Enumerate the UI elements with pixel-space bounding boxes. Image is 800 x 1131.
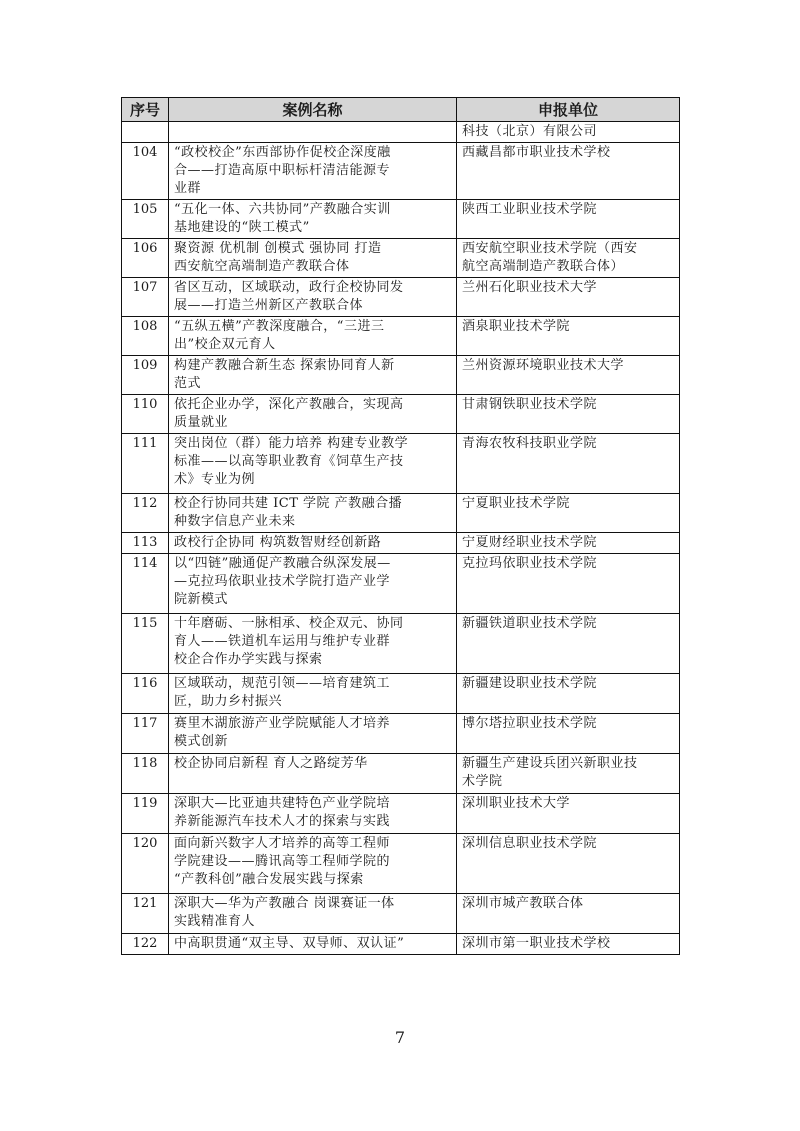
case-name-line: 聚资源 优机制 创模式 强协同 打造 — [174, 241, 382, 256]
row-case-name — [169, 200, 457, 239]
applicant-unit-line: 兰州资源环境职业技术大学 — [462, 358, 625, 373]
row-applicant-unit — [457, 934, 680, 955]
row-applicant-unit — [457, 239, 680, 278]
row-applicant-unit — [457, 395, 680, 434]
row-case-name — [169, 143, 457, 200]
row-serial-number: 120 — [122, 834, 169, 894]
row-applicant-unit — [457, 894, 680, 934]
table-row — [122, 674, 680, 714]
case-name-line: 业群 — [174, 181, 202, 196]
case-name-line: 以“四链”融通促产教融合纵深发展— — [174, 556, 391, 571]
row-applicant-unit — [457, 674, 680, 714]
page-number: 7 — [394, 1028, 406, 1047]
applicant-unit-line: 西藏昌都市职业技术学校 — [462, 145, 611, 160]
applicant-unit-line: 科技（北京）有限公司 — [462, 124, 598, 139]
row-applicant-unit — [457, 356, 680, 395]
table-row — [122, 794, 680, 834]
applicant-unit-line: 博尔塔拉职业技术学院 — [462, 716, 598, 731]
row-serial-number: 119 — [122, 794, 169, 834]
table-body — [122, 122, 680, 955]
applicant-unit-line: 航空高端制造产教联合体） — [462, 259, 625, 274]
table-row — [122, 278, 680, 317]
row-case-name — [169, 434, 457, 494]
applicant-unit-line: 酒泉职业技术学院 — [462, 319, 571, 334]
row-serial-number: 107 — [122, 278, 169, 317]
case-name-line: 依托企业办学，深化产教融合，实现高 — [174, 397, 404, 412]
case-name-line: 中高职贯通“双主导、双导师、双认证” — [174, 936, 405, 951]
row-serial-number: 114 — [122, 554, 169, 614]
case-name-line: 突出岗位（群）能力培养 构建专业教学 — [174, 436, 409, 451]
table-row — [122, 894, 680, 934]
case-name-line: “五化一体、六共协同”产教融合实训 — [174, 202, 391, 217]
case-name-line: 省区互动，区域联动，政行企校协同发 — [174, 280, 404, 295]
row-applicant-unit — [457, 554, 680, 614]
applicant-unit-line: 兰州石化职业技术大学 — [462, 280, 598, 295]
case-name-line: —克拉玛依职业技术学院打造产业学 — [174, 574, 391, 589]
header-serial-number: 序号 — [122, 98, 169, 122]
case-name-line: 校企合作办学实践与探索 — [174, 652, 323, 667]
case-name-line: 校企行协同共建 ICT 学院 产教融合播 — [174, 496, 403, 511]
case-name-line: 院新模式 — [174, 592, 229, 607]
case-name-line: 种数字信息产业未来 — [174, 514, 296, 529]
applicant-unit-line: 深圳信息职业技术学院 — [462, 836, 598, 851]
case-name-line: 深职大—比亚迪共建特色产业学院培 — [174, 796, 391, 811]
row-case-name — [169, 356, 457, 395]
row-serial-number: 105 — [122, 200, 169, 239]
table-row — [122, 834, 680, 894]
row-case-name — [169, 834, 457, 894]
case-name-line: 范式 — [174, 376, 202, 391]
applicant-unit-line: 新疆铁道职业技术学院 — [462, 616, 598, 631]
case-name-line: 匠，助力乡村振兴 — [174, 694, 283, 709]
row-applicant-unit — [457, 834, 680, 894]
case-name-line: 学院建设——腾讯高等工程师学院的 — [174, 854, 391, 869]
header-applicant-unit: 申报单位 — [457, 98, 680, 122]
case-name-line: 区域联动，规范引领——培育建筑工 — [174, 676, 391, 691]
row-applicant-unit — [457, 122, 680, 143]
applicant-unit-line: 新疆生产建设兵团兴新职业技 — [462, 756, 638, 771]
row-serial-number — [122, 122, 169, 143]
row-case-name — [169, 714, 457, 754]
row-applicant-unit — [457, 714, 680, 754]
case-name-line: 合——打造高原中职标杆清洁能源专 — [174, 163, 391, 178]
row-serial-number: 111 — [122, 434, 169, 494]
case-name-line: 模式创新 — [174, 734, 229, 749]
table-row — [122, 714, 680, 754]
row-serial-number: 104 — [122, 143, 169, 200]
table-row — [122, 533, 680, 554]
table-row — [122, 554, 680, 614]
case-name-line: “产教科创”融合发展实践与探索 — [174, 872, 364, 887]
case-name-line: 十年磨砺、一脉相承、校企双元、协同 — [174, 616, 404, 631]
applicant-unit-line: 甘肃钢铁职业技术学院 — [462, 397, 598, 412]
row-case-name — [169, 554, 457, 614]
table-row — [122, 934, 680, 955]
row-case-name — [169, 395, 457, 434]
applicant-unit-line: 深圳市第一职业技术学校 — [462, 936, 611, 951]
case-name-line: 西安航空高端制造产教联合体 — [174, 259, 350, 274]
row-serial-number: 110 — [122, 395, 169, 434]
applicant-unit-line: 西安航空职业技术学院（西安 — [462, 241, 638, 256]
table-row — [122, 494, 680, 533]
row-case-name — [169, 934, 457, 955]
row-applicant-unit — [457, 494, 680, 533]
case-name-line: 政校行企协同 构筑数智财经创新路 — [174, 535, 382, 550]
row-serial-number: 116 — [122, 674, 169, 714]
row-serial-number: 121 — [122, 894, 169, 934]
table-row — [122, 356, 680, 395]
applicant-unit-line: 宁夏职业技术学院 — [462, 496, 571, 511]
applicant-unit-line: 克拉玛依职业技术学院 — [462, 556, 598, 571]
row-applicant-unit — [457, 317, 680, 356]
table-row — [122, 754, 680, 794]
row-serial-number: 112 — [122, 494, 169, 533]
row-case-name — [169, 239, 457, 278]
table-row — [122, 200, 680, 239]
row-serial-number: 115 — [122, 614, 169, 674]
row-serial-number: 108 — [122, 317, 169, 356]
case-name-line: 校企协同启新程 育人之路绽芳华 — [174, 756, 368, 771]
applicant-unit-line: 术学院 — [462, 774, 503, 789]
row-case-name — [169, 317, 457, 356]
row-serial-number: 106 — [122, 239, 169, 278]
row-applicant-unit — [457, 143, 680, 200]
case-name-line: 赛里木湖旅游产业学院赋能人才培养 — [174, 716, 391, 731]
case-name-line: 标准——以高等职业教育《饲草生产技 — [174, 454, 404, 469]
row-case-name — [169, 754, 457, 794]
row-applicant-unit — [457, 754, 680, 794]
applicant-unit-line: 陕西工业职业技术学院 — [462, 202, 598, 217]
case-name-line: 育人——铁道机车运用与维护专业群 — [174, 634, 391, 649]
case-name-line: 实践精准育人 — [174, 914, 256, 929]
case-name-line: “五纵五横”产教深度融合，“三进三 — [174, 319, 385, 334]
applicant-unit-line: 青海农牧科技职业学院 — [462, 436, 598, 451]
table-row — [122, 143, 680, 200]
row-applicant-unit — [457, 278, 680, 317]
row-case-name — [169, 614, 457, 674]
row-applicant-unit — [457, 794, 680, 834]
row-case-name — [169, 894, 457, 934]
case-name-line: 养新能源汽车技术人才的探索与实践 — [174, 814, 391, 829]
case-name-line: 出”校企双元育人 — [174, 337, 276, 352]
table-row — [122, 317, 680, 356]
case-name-line: 面向新兴数字人才培养的高等工程师 — [174, 836, 391, 851]
case-table — [121, 97, 680, 955]
row-applicant-unit — [457, 200, 680, 239]
case-name-line: 展——打造兰州新区产教联合体 — [174, 298, 364, 313]
row-serial-number: 122 — [122, 934, 169, 955]
row-serial-number: 117 — [122, 714, 169, 754]
row-case-name — [169, 533, 457, 554]
row-case-name — [169, 674, 457, 714]
row-applicant-unit — [457, 434, 680, 494]
applicant-unit-line: 深圳职业技术大学 — [462, 796, 571, 811]
applicant-unit-line: 深圳市城产教联合体 — [462, 896, 584, 911]
table-row — [122, 239, 680, 278]
row-case-name — [169, 278, 457, 317]
case-name-line: 质量就业 — [174, 415, 229, 430]
case-name-line: 术》专业为例 — [174, 472, 256, 487]
table-row — [122, 395, 680, 434]
table-row — [122, 614, 680, 674]
row-applicant-unit — [457, 614, 680, 674]
row-case-name — [169, 794, 457, 834]
table-row — [122, 122, 680, 143]
row-serial-number: 118 — [122, 754, 169, 794]
table-row — [122, 434, 680, 494]
case-name-line: 构建产教融合新生态 探索协同育人新 — [174, 358, 395, 373]
table-header-row — [122, 98, 680, 122]
applicant-unit-line: 新疆建设职业技术学院 — [462, 676, 598, 691]
applicant-unit-line: 宁夏财经职业技术学院 — [462, 535, 598, 550]
case-name-line: 深职大—华为产教融合 岗课赛证一体 — [174, 896, 395, 911]
row-serial-number: 113 — [122, 533, 169, 554]
header-case-name: 案例名称 — [169, 98, 457, 122]
case-name-line: “政校校企”东西部协作促校企深度融 — [174, 145, 391, 160]
row-case-name — [169, 494, 457, 533]
row-case-name — [169, 122, 457, 143]
case-name-line: 基地建设的“陕工模式” — [174, 220, 310, 235]
row-serial-number: 109 — [122, 356, 169, 395]
row-applicant-unit — [457, 533, 680, 554]
